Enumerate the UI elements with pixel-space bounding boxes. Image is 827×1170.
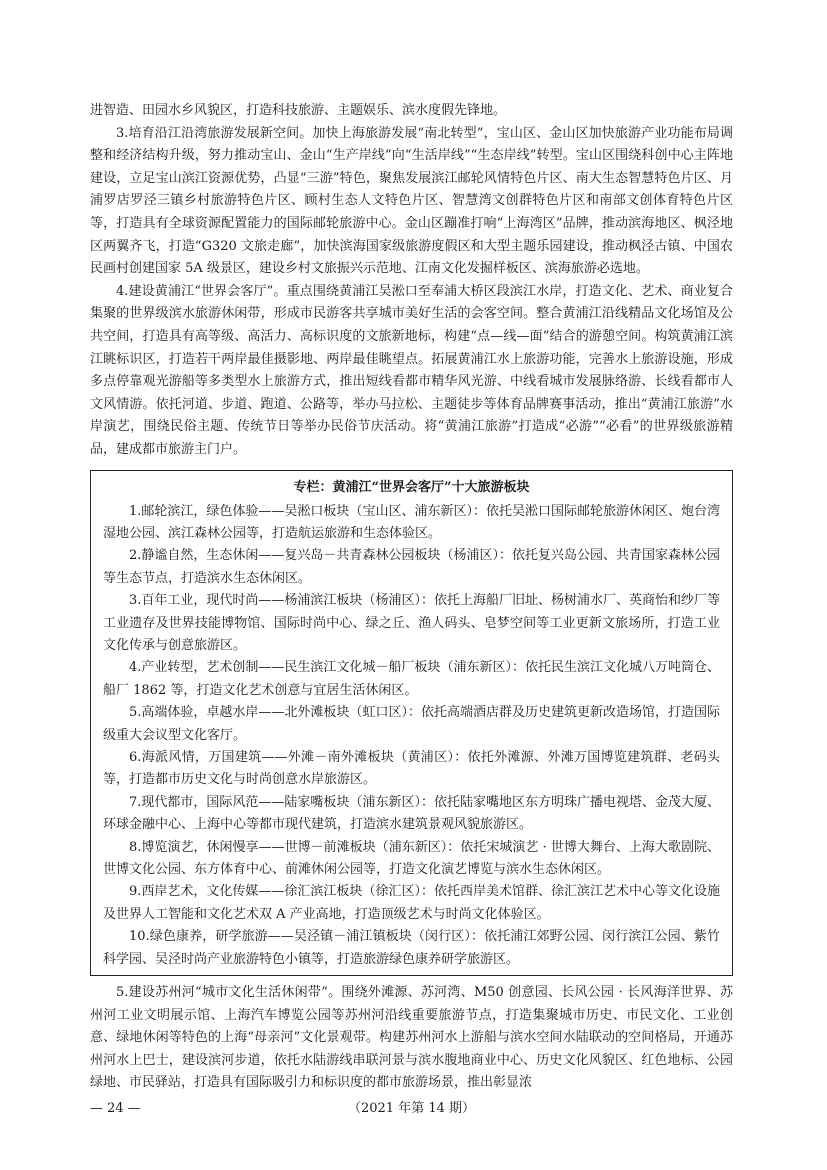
paragraph-huangpu-river: 4.建设黄浦江“世界会客厅”。重点围绕黄浦江吴淞口至奉浦大桥区段滨江水岸，打造文化、艺术、商业复合集聚的世界级滨水旅游休闲带，形成市民游客共享城市美好生活的会客空间。整合黄浦江沿线精品文化场馆及公共空间，打造具有高等级、高活力、高标识度的文旅新地标，构建“点—线—面”结合的游憩空间。构筑黄浦江滨江眺标识区，打造若干两岸最佳摄影地、两岸最佳眺望点。拓展黄浦江水上旅游功能，完善水上旅游设施，形成多点停靠观光游船等多类型水上旅游方式，推出短线看都市精华风光游、中线看城市发展脉络游、长线看都市人文风情游。依托河道、步道、跑道、公路等，举办马拉松、主题徒步等体育品牌赛事活动，推出“黄浦江旅游”水岸演艺，围绕民俗主题、传统节日等举办民俗节庆活动。将“黄浦江旅游”打造成“必游”“必看”的世界级旅游精品，建成都市旅游主门户。	[90, 283, 733, 457]
box-item-4: 4.产业转型，艺术创制——民生滨江文化城－船厂板块（浦东新区）：依托民生滨江文化城八万吨筒仓、船厂 1862 等，打造文化艺术创意与宜居生活休闲区。	[103, 660, 720, 698]
box-item-7: 7.现代都市，国际风范——陆家嘴板块（浦东新区）：依托陆家嘴地区东方明珠广播电视塔、金茂大厦、环球金融中心、上海中心等都市现代建筑，打造滨水建筑景观风貌旅游区。	[103, 794, 720, 833]
sidebar-box-huangpu-ten-sections	[90, 470, 733, 977]
box-item-6: 6.海派风情，万国建筑——外滩－南外滩板块（黄浦区）：依托外滩源、外滩万国博览建筑群、老码头等，打造都市历史文化与时尚创意水岸旅游区。	[103, 749, 720, 788]
box-item-1: 1.邮轮滨江，绿色体验——吴淞口板块（宝山区、浦东新区）：依托吴淞口国际邮轮旅游休闲区、炮台湾湿地公园、滨江森林公园等，打造航运旅游和生态体验区。	[103, 503, 720, 541]
box-title: 专栏：黄浦江“世界会客厅”十大旅游板块	[293, 479, 530, 495]
box-item-10: 10.绿色康养，研学旅游——吴泾镇－浦江镇板块（闵行区）：依托浦江郊野公园、闵行滨江公园、紫竹科学园、吴泾时尚产业旅游特色小镇等，打造旅游绿色康养研学旅游区。	[103, 929, 720, 967]
box-item-8: 8.博览演艺，休闲慢享——世博－前滩板块（浦东新区）：依托宋城演艺 · 世博大舞台、上海大歌剧院、世博文化公园、东方体育中心、前滩休闲公园等，打造文化演艺博览与滨水生态休闲区。	[103, 839, 720, 877]
paragraph-continuation: 进智造、田园水乡风貌区，打造科技旅游、主题娱乐、滨水度假先锋地。	[90, 103, 507, 118]
page-footer	[90, 1098, 733, 1120]
box-item-3: 3.百年工业，现代时尚——杨浦滨江板块（杨浦区）：依托上海船厂旧址、杨树浦水厂、英商怡和纱厂等工业遗存及世界技能博物馆、国际时尚中心、绿之丘、渔人码头、皂梦空间等工业更新文旅场所，打造工业文化传承与创意旅游区。	[103, 593, 720, 653]
page-number: — 24 —	[90, 1101, 141, 1116]
issue-label: （2021 年第 14 期）	[347, 1101, 476, 1116]
paragraph-coastal-tourism: 3.培育沿江沿湾旅游发展新空间。加快上海旅游发展“南北转型”，宝山区、金山区加快旅游产业功能布局调整和经济结构升级，努力推动宝山、金山“生产岸线”向“生活岸线”“生态岸线”转型。宝山区围绕科创中心主阵地建设，立足宝山滨江资源优势，凸显“三游”特色，聚焦发展滨江邮轮风情特色片区、南大生态智慧特色片区、月浦罗店罗泾三镇乡村旅游特色片区、顾村生态人文特色片区、智慧湾文创群特色片区和南部文创体育特色片区等，打造具有全球资源配置能力的国际邮轮旅游中心。金山区蹦准打响“上海湾区”品牌，推动滨海地区、枫泾地区两翼齐飞，打造“G320 文旅走廊”，加快滨海国家级旅游度假区和大型主题乐园建设，推动枫泾古镇、中国农民画村创建国家 5A 级景区，建设乡村文旅振兴示范地、江南文化发掘样板区、滨海旅游必选地。	[90, 125, 733, 277]
box-item-5: 5.高端体验，卓越水岸——北外滩板块（虹口区）：依托高端酒店群及历史建筑更新改造场馆，打造国际级重大会议型文化客厅。	[103, 705, 720, 743]
page-content	[90, 100, 733, 1095]
paragraph-suzhou-creek: 5.建设苏州河“城市文化生活休闲带”。围绕外滩源、苏河湾、M50 创意园、长风公园 · 长风海洋世界、苏州河工业文明展示馆、上海汽车博览公园等苏州河沿线重要旅游节点，打造集聚城市历史、市民文化、工业创意、绿地休闲等特色的上海“母亲河”文化景观带。构建苏州河水上游船与滨水空间水陆联动的空间格局，开通苏州河水上巴士，建设滨河步道，依托水陆游线串联河景与滨水腹地商业中心、历史文化风貌区、红色地标、公园绿地、市民驿站，打造具有国际吸引力和标识度的都市旅游场景，推出彰显浓	[90, 985, 733, 1091]
box-item-2: 2.静谧自然，生态休闲——复兴岛－共青森林公园板块（杨浦区）：依托复兴岛公园、共青国家森林公园等生态节点，打造滨水生态休闲区。	[103, 548, 720, 586]
box-item-9: 9.西岸艺术，文化传媒——徐汇滨江板块（徐汇区）：依托西岸美术馆群、徐汇滨江艺术中心等文化设施及世界人工智能和文化艺术双 A 产业高地，打造顶级艺术与时尚文化体验区。	[103, 884, 720, 922]
